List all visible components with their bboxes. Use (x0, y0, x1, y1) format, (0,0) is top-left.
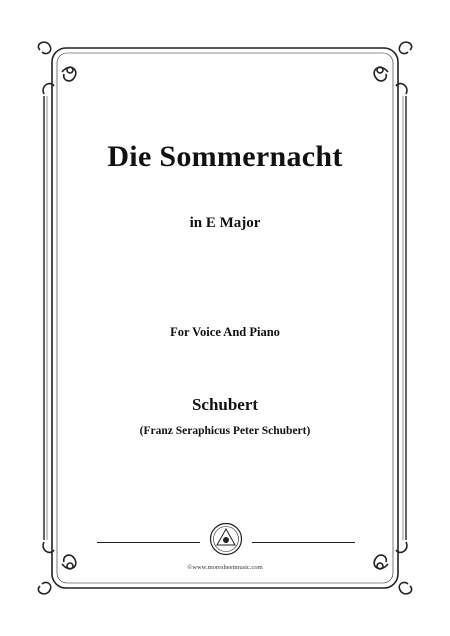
score-title: Die Sommernacht (107, 140, 343, 173)
publisher-seal-icon (209, 522, 243, 556)
publisher-url: ©www.moresheetmusic.com (187, 564, 263, 571)
instrumentation: For Voice And Piano (170, 325, 280, 339)
composer-full-name: (Franz Seraphicus Peter Schubert) (139, 425, 311, 437)
score-key: in E Major (189, 215, 261, 231)
composer-name: Schubert (191, 395, 259, 414)
footer-rule-left (97, 542, 200, 543)
footer-rule-right (252, 542, 355, 543)
